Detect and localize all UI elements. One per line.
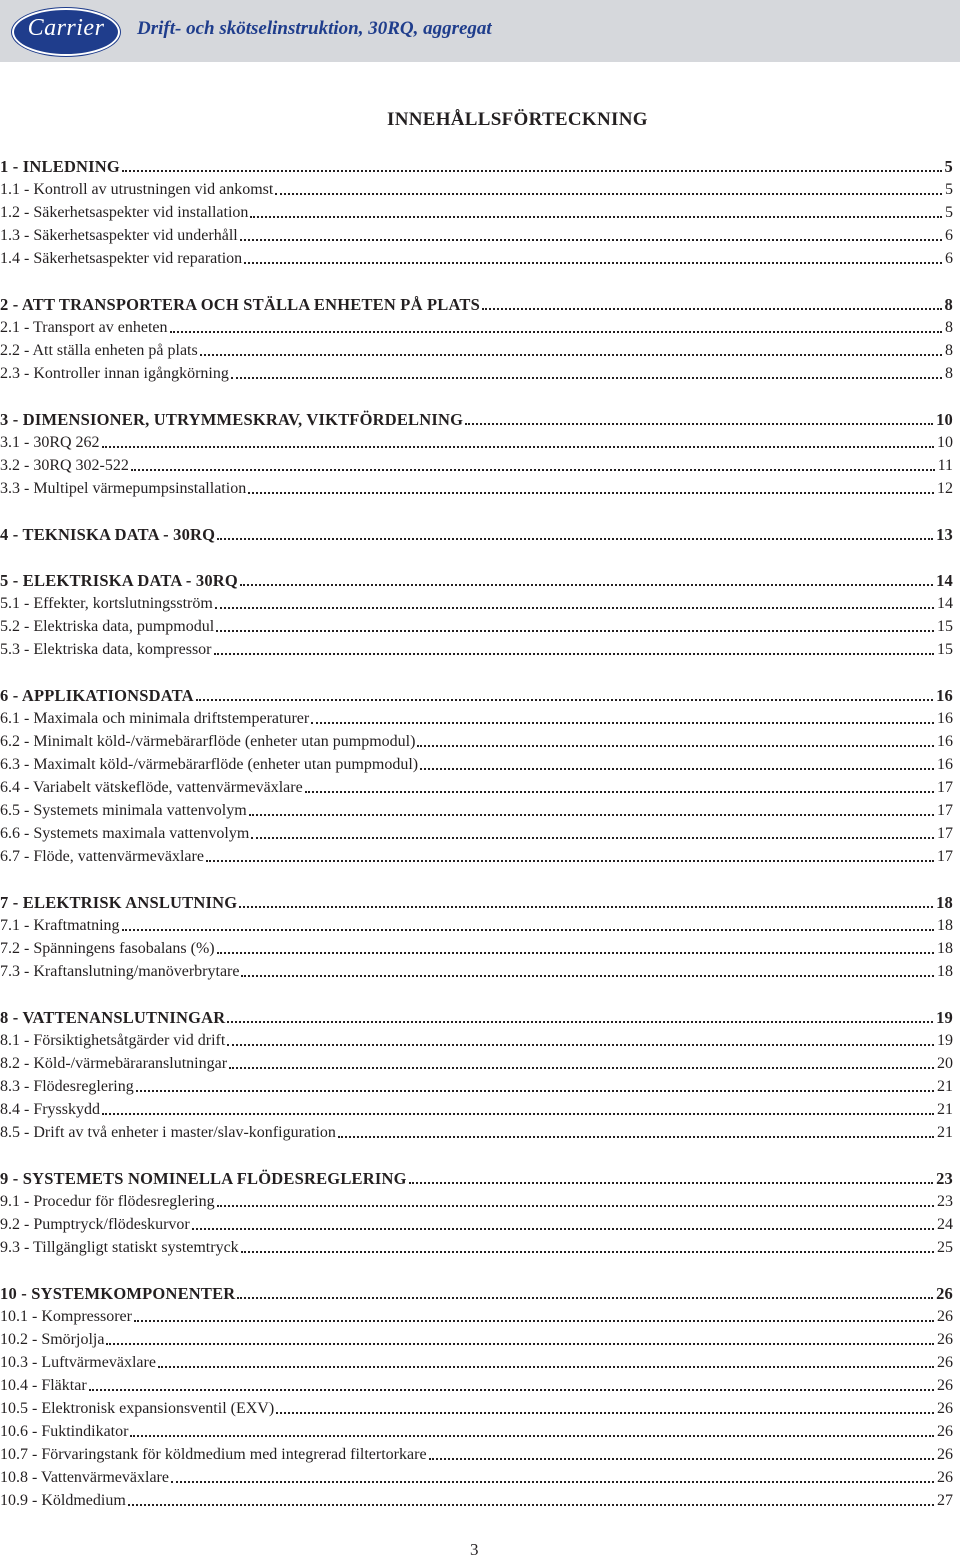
toc-entry-title: 7.2 - Spänningens fasobalans (%) (0, 940, 215, 957)
toc-page-number: 16 (937, 756, 953, 773)
toc-page-number: 18 (937, 917, 953, 934)
dot-leader (239, 906, 933, 908)
toc-entry[interactable] (0, 913, 953, 936)
toc-entry[interactable] (0, 637, 953, 660)
dot-leader (338, 1136, 934, 1138)
toc-page-number: 14 (937, 595, 953, 612)
dot-leader (429, 1458, 934, 1460)
toc-entry[interactable] (0, 614, 953, 637)
toc-entry[interactable] (0, 1442, 953, 1465)
toc-entry[interactable] (0, 1373, 953, 1396)
toc-entry-title: 10.9 - Köldmedium (0, 1492, 126, 1509)
toc-entry-title: 5.2 - Elektriska data, pumpmodul (0, 618, 215, 635)
dot-leader (420, 768, 934, 770)
dot-leader (215, 607, 934, 609)
toc-page-number: 6 (945, 250, 953, 267)
toc-entry-title: 10.4 - Fläktar (0, 1377, 87, 1394)
toc-entry[interactable] (0, 1396, 953, 1419)
toc-entry-title: 10.1 - Kompressorer (0, 1308, 132, 1325)
toc-page-number: 5 (945, 204, 953, 221)
carrier-logo (12, 8, 120, 56)
logo-text: Carrier (27, 15, 105, 41)
toc-page-number: 17 (937, 825, 953, 842)
dot-leader (249, 814, 934, 816)
toc-entry[interactable] (0, 246, 953, 269)
toc-section[interactable] (0, 890, 953, 913)
toc-page-number: 18 (936, 893, 953, 912)
toc-entry-title: 1 - INLEDNING (0, 157, 120, 176)
toc-entry-title: 3 - DIMENSIONER, UTRYMMESKRAV, VIKTFÖRDELNING (0, 410, 464, 429)
dot-leader (275, 193, 942, 195)
toc-section[interactable] (0, 568, 953, 591)
toc-entry-title: 6.2 - Minimalt köld-/värmebärarflöde (enheter utan pumpmodul) (0, 733, 416, 750)
toc-page-number: 26 (936, 1284, 953, 1303)
toc-entry[interactable] (0, 453, 953, 476)
dot-leader (136, 1090, 934, 1092)
toc-page-number: 19 (937, 1032, 953, 1049)
toc-entry-title: 10.2 - Smörjolja (0, 1331, 105, 1348)
page-number: 3 (470, 1540, 479, 1559)
toc-entry-title: 1.2 - Säkerhetsaspekter vid installation (0, 204, 249, 221)
toc-entry-title: 10 - SYSTEMKOMPONENTER (0, 1284, 236, 1303)
dot-leader (276, 1412, 934, 1414)
toc-entry-title: 4 - TEKNISKA DATA - 30RQ (0, 525, 216, 544)
dot-leader (251, 837, 934, 839)
dot-leader (217, 1205, 934, 1207)
toc-entry[interactable] (0, 430, 953, 453)
toc-entry-title: 9.3 - Tillgängligt statiskt systemtryck (0, 1239, 239, 1256)
toc-entry-title: 9.1 - Procedur för flödesreglering (0, 1193, 215, 1210)
toc-entry[interactable] (0, 1327, 953, 1350)
toc-entry-title: 1.1 - Kontroll av utrustningen vid ankomst (0, 181, 274, 198)
page-header (0, 0, 960, 62)
toc-entry[interactable] (0, 706, 953, 729)
toc-entry[interactable] (0, 1350, 953, 1373)
toc-entry-title: 9 - SYSTEMETS NOMINELLA FLÖDESREGLERING (0, 1169, 407, 1188)
toc-entry[interactable] (0, 1028, 953, 1051)
dot-leader (237, 1297, 933, 1299)
toc-page-number: 10 (936, 410, 953, 429)
dot-leader (171, 1481, 934, 1483)
toc-entry[interactable] (0, 200, 953, 223)
toc-entry[interactable] (0, 844, 953, 867)
toc-entry-title: 7 - ELEKTRISK ANSLUTNING (0, 893, 238, 912)
toc-section[interactable] (0, 1281, 953, 1304)
toc-page-number: 26 (937, 1423, 953, 1440)
toc-page-number: 8 (945, 319, 953, 336)
toc-entry[interactable] (0, 1419, 953, 1442)
toc-entry[interactable] (0, 1120, 953, 1143)
dot-leader (130, 1435, 934, 1437)
toc-entry-title: 10.6 - Fuktindikator (0, 1423, 129, 1440)
toc-page-number: 16 (937, 710, 953, 727)
dot-leader (192, 1228, 934, 1230)
dot-leader (89, 1389, 934, 1391)
toc-page-number: 15 (937, 618, 953, 635)
toc-page-number: 12 (937, 480, 953, 497)
toc-entry-title: 3.1 - 30RQ 262 (0, 434, 100, 451)
toc-page-number: 17 (937, 802, 953, 819)
dot-leader (128, 1504, 934, 1506)
toc-entry-title: 6.6 - Systemets maximala vattenvolym (0, 825, 250, 842)
dot-leader (102, 1113, 934, 1115)
toc-section[interactable] (0, 407, 953, 430)
toc-entry-title: 6.4 - Variabelt vätskeflöde, vattenvärmeväxlare (0, 779, 303, 796)
toc-entry[interactable] (0, 315, 953, 338)
toc-page-number: 26 (937, 1331, 953, 1348)
toc-page-number: 16 (936, 686, 953, 705)
toc-entry-title: 8.2 - Köld-/värmebäraranslutningar (0, 1055, 228, 1072)
toc-page-number: 13 (936, 525, 953, 544)
toc-page-number: 23 (937, 1193, 953, 1210)
toc-entry-title: 8.4 - Frysskydd (0, 1101, 101, 1118)
toc-entry[interactable] (0, 1097, 953, 1120)
toc-entry-title: 5.3 - Elektriska data, kompressor (0, 641, 212, 658)
toc-page-number: 5 (945, 181, 953, 198)
toc-entry-title: 8.5 - Drift av två enheter i master/slav-konfiguration (0, 1124, 336, 1141)
toc-entry-title: 2.1 - Transport av enheten (0, 319, 168, 336)
toc-page-number: 15 (937, 641, 953, 658)
toc-entry-title: 6.5 - Systemets minimala vattenvolym (0, 802, 247, 819)
toc-entry[interactable] (0, 1488, 953, 1511)
dot-leader (122, 929, 934, 931)
dot-leader (106, 1343, 934, 1345)
toc-page-number: 26 (937, 1446, 953, 1463)
toc-entry[interactable] (0, 177, 953, 200)
toc-section[interactable] (0, 522, 953, 545)
toc-page-number: 18 (937, 963, 953, 980)
dot-leader (305, 791, 934, 793)
toc-page-number: 17 (937, 848, 953, 865)
toc-page-number: 14 (936, 571, 953, 590)
toc-page-number: 6 (945, 227, 953, 244)
toc-entry[interactable] (0, 1051, 953, 1074)
dot-leader (465, 423, 933, 425)
toc-entry[interactable] (0, 476, 953, 499)
toc-entry-title: 2 - ATT TRANSPORTERA OCH STÄLLA ENHETEN PÅ PLATS (0, 295, 480, 314)
toc-entry[interactable] (0, 223, 953, 246)
toc-page-number: 8 (944, 295, 953, 314)
toc-entry[interactable] (0, 1304, 953, 1327)
dot-leader (482, 308, 942, 310)
toc-page-number: 8 (945, 342, 953, 359)
toc-page-number: 21 (937, 1101, 953, 1118)
dot-leader (217, 538, 933, 540)
toc-entry[interactable] (0, 591, 953, 614)
toc-entry-title: 6.7 - Flöde, vattenvärmeväxlare (0, 848, 204, 865)
toc-entry[interactable] (0, 821, 953, 844)
dot-leader (231, 377, 942, 379)
toc-entry-title: 3.3 - Multipel värmepumpsinstallation (0, 480, 247, 497)
dot-leader (158, 1366, 934, 1368)
toc-entry[interactable] (0, 775, 953, 798)
dot-leader (122, 170, 942, 172)
toc-entry-title: 10.7 - Förvaringstank för köldmedium med integrerad filtertorkare (0, 1446, 427, 1463)
toc-entry-title: 6.3 - Maximalt köld-/värmebärarflöde (enheter utan pumpmodul) (0, 756, 419, 773)
toc-entry-title: 10.8 - Vattenvärmeväxlare (0, 1469, 169, 1486)
toc-entry-title: 5.1 - Effekter, kortslutningsström (0, 595, 213, 612)
toc-heading: INNEHÅLLSFÖRTECKNING (387, 109, 648, 130)
dot-leader (229, 1067, 934, 1069)
toc-entry-title: 2.2 - Att ställa enheten på plats (0, 342, 198, 359)
toc-entry[interactable] (0, 798, 953, 821)
toc-page-number: 21 (937, 1078, 953, 1095)
document-title: Drift- och skötselinstruktion, 30RQ, aggregat (137, 18, 492, 39)
toc-page-number: 26 (937, 1469, 953, 1486)
toc-entry-title: 7.1 - Kraftmatning (0, 917, 120, 934)
dot-leader (244, 262, 942, 264)
dot-leader (417, 745, 934, 747)
toc-page-number: 17 (937, 779, 953, 796)
dot-leader (206, 860, 934, 862)
dot-leader (216, 630, 934, 632)
toc-entry[interactable] (0, 729, 953, 752)
toc-section[interactable] (0, 154, 953, 177)
dot-leader (241, 975, 934, 977)
toc-entry-title: 8.1 - Försiktighetsåtgärder vid drift (0, 1032, 226, 1049)
toc-section[interactable] (0, 292, 953, 315)
toc-page-number: 27 (937, 1492, 953, 1509)
toc-entry-title: 2.3 - Kontroller innan igångkörning (0, 365, 229, 382)
dot-leader (250, 216, 942, 218)
toc-page-number: 5 (944, 157, 953, 176)
toc-entry[interactable] (0, 361, 953, 384)
toc-page-number: 10 (937, 434, 953, 451)
dot-leader (200, 354, 942, 356)
toc-entry-title: 10.5 - Elektronisk expansionsventil (EXV) (0, 1400, 275, 1417)
toc-entry[interactable] (0, 959, 953, 982)
toc-page-number: 23 (936, 1169, 953, 1188)
toc-entry-title: 7.3 - Kraftanslutning/manöverbrytare (0, 963, 240, 980)
dot-leader (214, 653, 935, 655)
dot-leader (240, 584, 933, 586)
toc-entry-title: 6.1 - Maximala och minimala driftstemperaturer (0, 710, 310, 727)
toc-entry-title: 1.3 - Säkerhetsaspekter vid underhåll (0, 227, 238, 244)
dot-leader (131, 469, 935, 471)
toc-entry[interactable] (0, 1074, 953, 1097)
toc-entry-title: 10.3 - Luftvärmeväxlare (0, 1354, 156, 1371)
toc-page-number: 8 (945, 365, 953, 382)
toc-entry[interactable] (0, 1212, 953, 1235)
dot-leader (311, 722, 934, 724)
toc-entry-title: 1.4 - Säkerhetsaspekter vid reparation (0, 250, 243, 267)
toc-section[interactable] (0, 1166, 953, 1189)
toc-entry[interactable] (0, 1465, 953, 1488)
toc-entry[interactable] (0, 936, 953, 959)
dot-leader (196, 699, 933, 701)
toc-page-number: 20 (937, 1055, 953, 1072)
toc-section[interactable] (0, 1005, 953, 1028)
toc-page-number: 26 (937, 1400, 953, 1417)
dot-leader (227, 1044, 934, 1046)
toc-entry-title: 6 - APPLIKATIONSDATA (0, 686, 194, 705)
dot-leader (134, 1320, 934, 1322)
toc-entry-title: 3.2 - 30RQ 302-522 (0, 457, 129, 474)
toc-entry[interactable] (0, 338, 953, 361)
dot-leader (240, 239, 942, 241)
toc-entry-title: 8.3 - Flödesreglering (0, 1078, 134, 1095)
toc-page-number: 11 (937, 457, 953, 474)
toc-page-number: 26 (937, 1308, 953, 1325)
toc-section[interactable] (0, 683, 953, 706)
dot-leader (170, 331, 942, 333)
toc-page-number: 18 (937, 940, 953, 957)
dot-leader (409, 1182, 933, 1184)
toc-page-number: 26 (937, 1354, 953, 1371)
toc-page-number: 21 (937, 1124, 953, 1141)
toc-entry-title: 8 - VATTENANSLUTNINGAR (0, 1008, 226, 1027)
toc-page-number: 16 (937, 733, 953, 750)
toc-page-number: 24 (937, 1216, 953, 1233)
toc-entry[interactable] (0, 1189, 953, 1212)
dot-leader (248, 492, 934, 494)
toc-page-number: 26 (937, 1377, 953, 1394)
toc-page-number: 25 (937, 1239, 953, 1256)
table-of-contents (0, 154, 953, 1511)
dot-leader (241, 1251, 934, 1253)
toc-page-number: 19 (936, 1008, 953, 1027)
dot-leader (217, 952, 934, 954)
dot-leader (102, 446, 934, 448)
toc-entry-title: 9.2 - Pumptryck/flödeskurvor (0, 1216, 190, 1233)
toc-entry[interactable] (0, 1235, 953, 1258)
toc-entry[interactable] (0, 752, 953, 775)
dot-leader (227, 1021, 933, 1023)
toc-entry-title: 5 - ELEKTRISKA DATA - 30RQ (0, 571, 238, 590)
